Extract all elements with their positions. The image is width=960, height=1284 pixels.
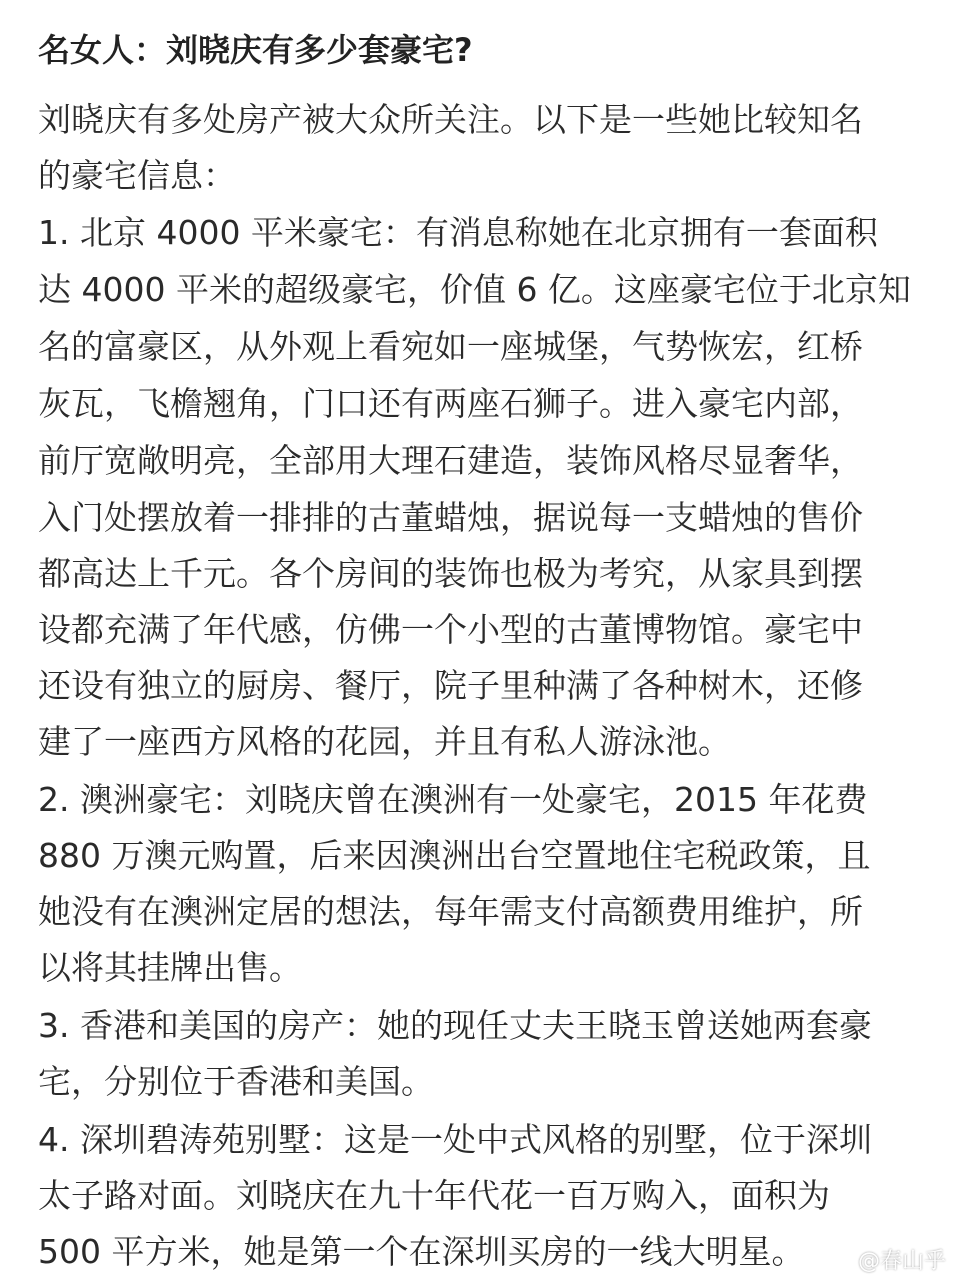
body-line: 都高达上千元。各个房间的装饰也极为考究，从家具到摆 <box>38 554 863 593</box>
weibo-icon <box>822 1246 852 1272</box>
body-line: 500 平方米，她是第一个在深圳买房的一线大明星。 <box>38 1232 805 1271</box>
body-line: 还设有独立的厨房、餐厅，院子里种满了各种树木，还修 <box>38 666 863 705</box>
body-line: 880 万澳元购置，后来因澳洲出台空置地住宅税政策，且 <box>38 836 871 875</box>
body-line: 建了一座西方风格的花园，并且有私人游泳池。 <box>38 722 731 761</box>
body-line: 入门处摆放着一排排的古董蜡烛，据说每一支蜡烛的售价 <box>38 498 863 537</box>
body-line: 她没有在澳洲定居的想法，每年需支付高额费用维护，所 <box>38 892 863 931</box>
body-line: 3. 香港和美国的房产：她的现任丈夫王晓玉曾送她两套豪 <box>38 1006 872 1045</box>
body-line: 刘晓庆有多处房产被大众所关注。以下是一些她比较知名 <box>38 100 863 139</box>
body-line: 名的富豪区，从外观上看宛如一座城堡，气势恢宏，红桥 <box>38 327 863 366</box>
body-line: 4. 深圳碧涛苑别墅：这是一处中式风格的别墅，位于深圳 <box>38 1120 872 1159</box>
body-line: 2. 澳洲豪宅：刘晓庆曾在澳洲有一处豪宅，2015 年花费 <box>38 780 868 819</box>
body-line: 前厅宽敞明亮，全部用大理石建造，装饰风格尽显奢华， <box>38 441 863 480</box>
body-line: 设都充满了年代感，仿佛一个小型的古董博物馆。豪宅中 <box>38 610 863 649</box>
page-title: 名女人：刘晓庆有多少套豪宅? <box>38 31 473 69</box>
body-line: 1. 北京 4000 平米豪宅：有消息称她在北京拥有一套面积 <box>38 213 878 252</box>
body-line: 太子路对面。刘晓庆在九十年代花一百万购入，面积为 <box>38 1176 830 1215</box>
body-line: 的豪宅信息： <box>38 156 236 195</box>
body-line: 以将其挂牌出售。 <box>38 948 302 987</box>
body-line: 宅，分别位于香港和美国。 <box>38 1062 434 1101</box>
watermark <box>822 1244 946 1274</box>
body-line: 达 4000 平米的超级豪宅，价值 6 亿。这座豪宅位于北京知 <box>38 270 911 309</box>
body-line: 灰瓦，飞檐翘角，门口还有两座石狮子。进入豪宅内部， <box>38 384 863 423</box>
watermark-text: @春山乎 <box>857 1248 946 1274</box>
